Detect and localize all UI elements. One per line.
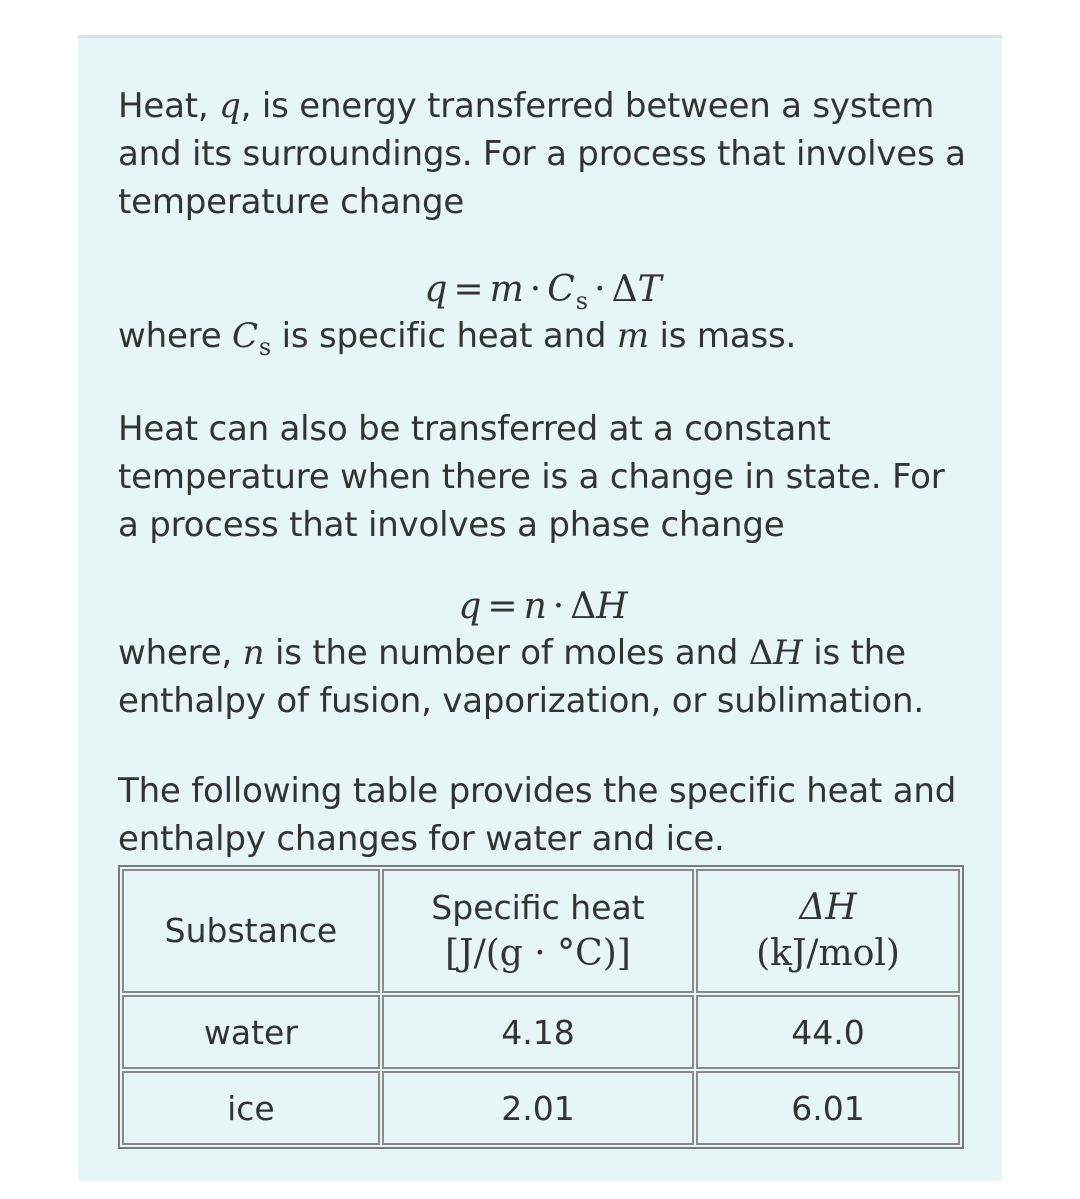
row-specific-heat: 2.01 xyxy=(382,1071,694,1145)
specific-heat-definition xyxy=(118,312,968,363)
eq1-dot-1: · xyxy=(529,269,542,310)
content-card xyxy=(78,35,1002,1181)
p4-end: is the enthalpy of fusion, vaporization, or sublimation. xyxy=(118,633,924,721)
heat-equation-phase-change xyxy=(118,585,968,629)
eq2-dot: · xyxy=(552,586,565,627)
heat-equation-temperature xyxy=(118,268,968,315)
heat-data-table xyxy=(118,865,964,1149)
eq2-delta: Δ xyxy=(570,586,597,627)
p4-h: H xyxy=(773,633,803,673)
p4-n: n xyxy=(242,633,265,673)
eq1-delta: Δ xyxy=(611,269,638,310)
table-row xyxy=(122,995,960,1069)
eq1-dot-2: · xyxy=(594,269,606,310)
intro-text-start: Heat, xyxy=(118,86,220,126)
p4-where: where, xyxy=(118,633,243,673)
intro-text-end: , is energy transferred between a system and its surroundings. For a process that involves a temperature change xyxy=(118,86,966,222)
p2-subscript: s xyxy=(258,333,271,361)
header-specific-heat-unit: [J/(g · °C)] xyxy=(445,933,631,974)
eq1-equals: = xyxy=(453,269,484,310)
header-delta-h xyxy=(696,869,960,993)
table-intro: The following table provides the specific heat and enthalpy changes for water and ice. xyxy=(118,771,957,859)
var-q: q xyxy=(219,86,241,126)
header-delta-h-unit: (kJ/mol) xyxy=(756,933,900,974)
header-substance: Substance xyxy=(122,869,380,993)
eq1-c: C xyxy=(547,269,575,310)
eq1-m: m xyxy=(489,269,524,310)
phase-change-paragraph: Heat can also be transferred at a constant temperature when there is a change in state. For a process that involves a phase change xyxy=(118,409,945,545)
p2-c: C xyxy=(232,316,258,356)
row-specific-heat: 4.18 xyxy=(382,995,694,1069)
eq1-subscript: s xyxy=(575,287,589,315)
table-row xyxy=(122,1071,960,1145)
eq2-equals: = xyxy=(487,586,518,627)
p2-where: where xyxy=(118,316,233,356)
p2-end: is mass. xyxy=(648,316,797,356)
p4-mid: is the number of moles and xyxy=(264,633,749,673)
eq1-t: T xyxy=(637,269,662,310)
table-header-row xyxy=(122,869,960,993)
header-specific-heat xyxy=(382,869,694,993)
enthalpy-definition xyxy=(118,629,968,725)
row-substance: ice xyxy=(122,1071,380,1145)
p4-delta: Δ xyxy=(748,633,774,673)
eq2-n: n xyxy=(523,586,547,627)
eq2-q: q xyxy=(458,586,482,627)
eq2-h: H xyxy=(596,586,628,627)
content-body xyxy=(118,82,968,1149)
p2-m: m xyxy=(616,316,649,356)
row-substance: water xyxy=(122,995,380,1069)
eq1-q: q xyxy=(424,269,448,310)
intro-paragraph xyxy=(118,82,968,226)
header-specific-heat-label: Specific heat xyxy=(431,888,645,927)
header-delta-h-label: ΔH xyxy=(799,887,857,928)
row-delta-h: 6.01 xyxy=(696,1071,960,1145)
p2-mid: is specific heat and xyxy=(271,316,617,356)
row-delta-h: 44.0 xyxy=(696,995,960,1069)
